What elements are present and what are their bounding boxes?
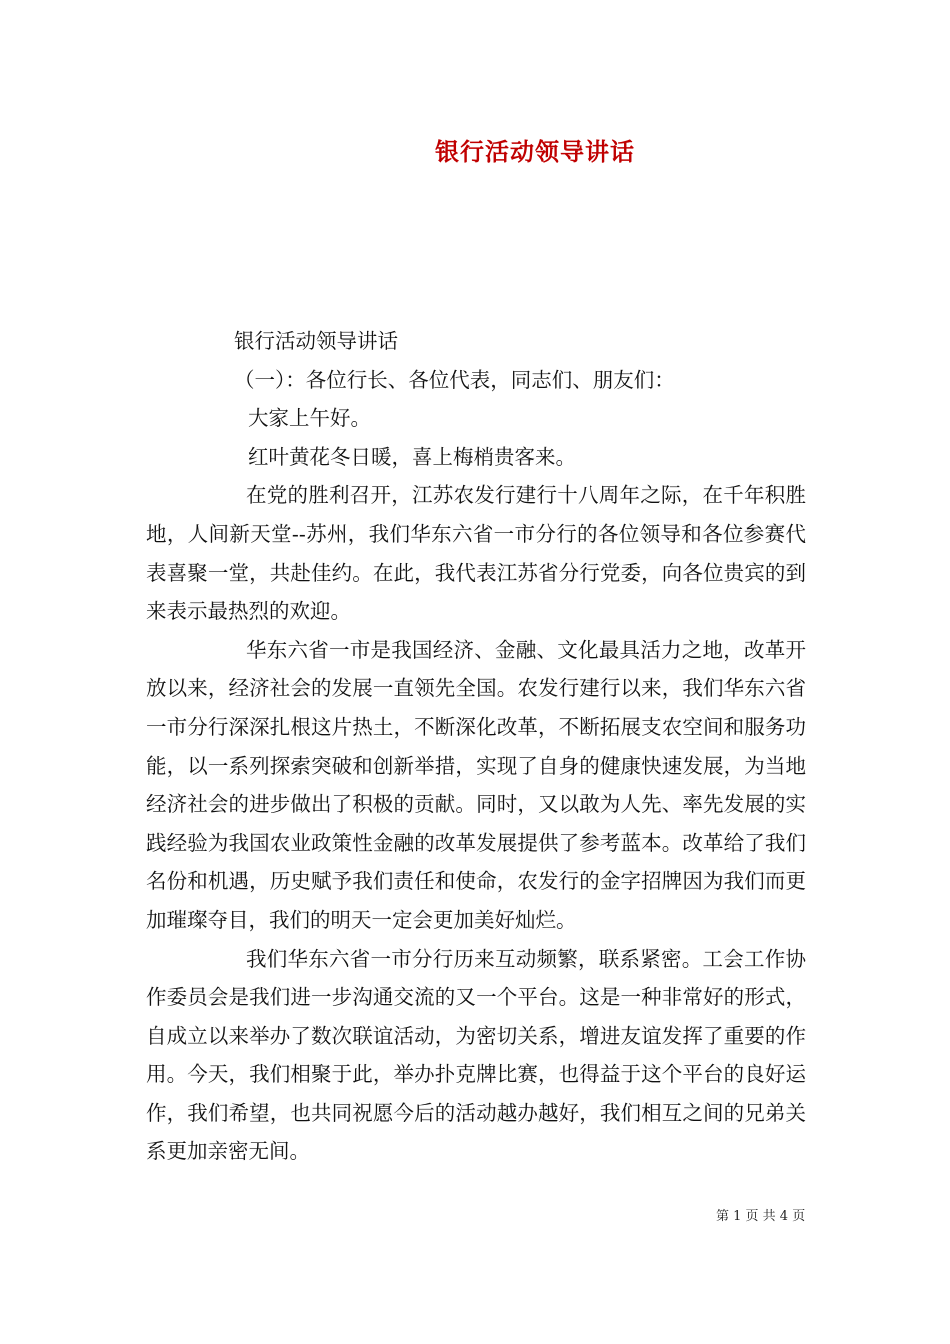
page-number: 第 1 页 共 4 页 <box>716 1209 806 1224</box>
document-body <box>146 322 806 1171</box>
document-subtitle: 银行活动领导讲话 <box>234 329 398 353</box>
salutation: （一）：各位行长、各位代表，同志们、朋友们： <box>234 367 675 392</box>
document-title: 银行活动领导讲话 <box>435 137 635 166</box>
paragraph-1: 在党的胜利召开，江苏农发行建行十八周年之际，在千年积胜地，人间新天堂--苏州，我们华东六省一市分行的各位领导和各位参赛代表喜聚一堂，共赴佳约。在此，我代表江苏省分行党委，向各位贵宾的到来表示最热烈的欢迎。 <box>146 483 806 624</box>
paragraph-2: 华东六省一市是我国经济、金融、文化最具活力之地，改革开放以来，经济社会的发展一直领先全国。农发行建行以来，我们华东六省一市分行深深扎根这片热土，不断深化改革，不断拓展支农空间和服务功能，以一系列探索突破和创新举措，实现了自身的健康快速发展，为当地经济社会的进步做出了积极的贡献。同时，又以敢为人先、率先发展的实践经验为我国农业政策性金融的改革发展提供了参考蓝本。改革给了我们名份和机遇，历史赋予我们责任和使命，农发行的金字招牌因为我们而更加璀璨夺目，我们的明天一定会更加美好灿烂。 <box>146 637 806 932</box>
verse: 红叶黄花冬日暖，喜上梅梢贵客来。 <box>248 444 576 469</box>
paragraph-3: 我们华东六省一市分行历来互动频繁，联系紧密。工会工作协作委员会是我们进一步沟通交流的又一个平台。这是一种非常好的形式，自成立以来举办了数次联谊活动，为密切关系，增进友谊发挥了重要的作用。今天，我们相聚于此，举办扑克牌比赛，也得益于这个平台的良好运作，我们希望，也共同祝愿今后的活动越办越好，我们相互之间的兄弟关系更加亲密无间。 <box>146 946 806 1164</box>
greeting: 大家上午好。 <box>248 406 371 431</box>
